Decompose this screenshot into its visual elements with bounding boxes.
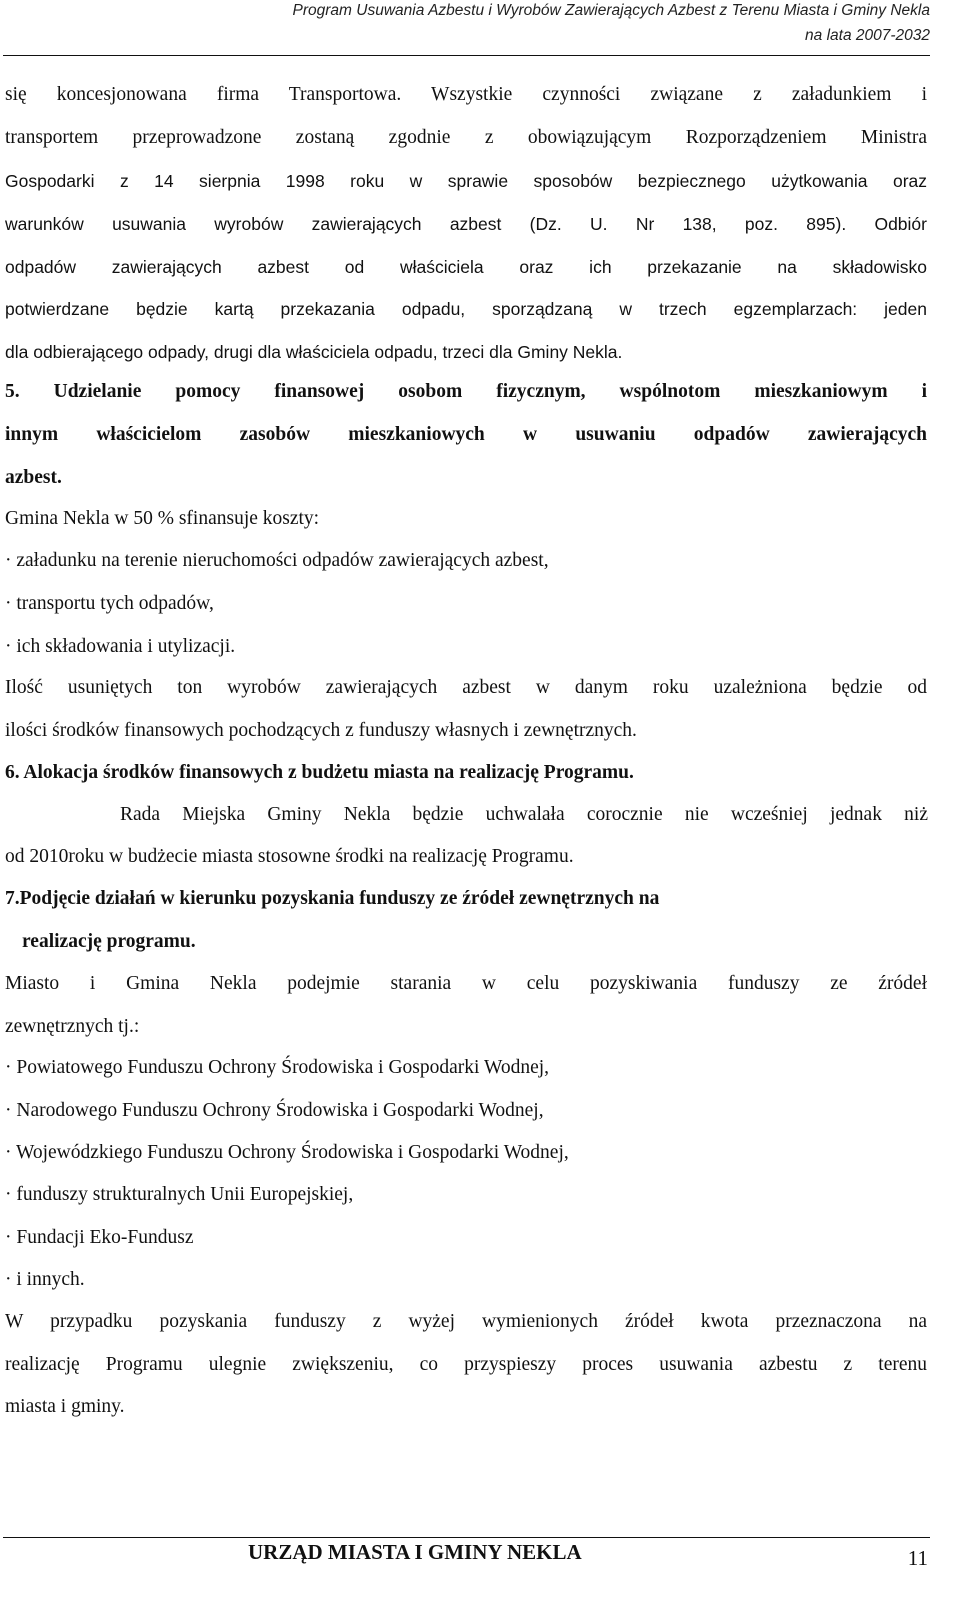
list-item: · ich składowania i utylizacji. <box>5 636 236 657</box>
list-item: · załadunku na terenie nieruchomości odpadów zawierających azbest, <box>5 550 549 571</box>
list-item: · Powiatowego Funduszu Ochrony Środowiska i Gospodarki Wodnej, <box>5 1057 550 1078</box>
section-heading-7: realizację programu. <box>22 931 196 952</box>
paragraph-line: miasta i gminy. <box>5 1396 125 1417</box>
paragraph-line: potwierdzane będzie kartą przekazania odpadu, sporządzaną w trzech egzemplarzach: jeden <box>5 299 927 319</box>
paragraph-line: Gospodarki z 14 sierpnia 1998 roku w sprawie sposobów bezpiecznego użytkowania oraz <box>5 171 927 191</box>
footer-office-name: URZĄD MIASTA I GMINY NEKLA <box>248 1540 582 1564</box>
paragraph-line: zewnętrznych tj.: <box>5 1016 140 1037</box>
section-heading-5: azbest. <box>5 467 62 488</box>
running-header-title: Program Usuwania Azbestu i Wyrobów Zawierających Azbest z Terenu Miasta i Gminy Nekla <box>292 2 930 19</box>
paragraph-line: się koncesjonowana firma Transportowa. Wszystkie czynności związane z załadunkiem i <box>5 84 927 105</box>
list-item: · Narodowego Funduszu Ochrony Środowiska i Gospodarki Wodnej, <box>5 1100 544 1121</box>
section-heading-5: 5. Udzielanie pomocy finansowej osobom fizycznym, wspólnotom mieszkaniowym i <box>5 381 927 402</box>
paragraph-line: dla odbierającego odpady, drugi dla właściciela odpadu, trzeci dla Gminy Nekla. <box>5 342 623 362</box>
section-heading-6: 6. Alokacja środków finansowych z budżetu miasta na realizację Programu. <box>5 762 634 783</box>
footer-divider <box>3 1537 930 1538</box>
paragraph-line: transportem przeprowadzone zostaną zgodnie z obowiązującym Rozporządzeniem Ministra <box>5 127 927 148</box>
running-header-years: na lata 2007-2032 <box>805 27 930 44</box>
page-number: 11 <box>907 1546 928 1570</box>
header-divider <box>3 55 930 56</box>
paragraph-line: W przypadku pozyskania funduszy z wyżej wymienionych źródeł kwota przeznaczona na <box>5 1311 927 1332</box>
list-item: · Fundacji Eko-Fundusz <box>5 1227 194 1248</box>
paragraph-line: Ilość usuniętych ton wyrobów zawierających azbest w danym roku uzależniona będzie od <box>5 677 927 698</box>
list-item: · funduszy strukturalnych Unii Europejskiej, <box>5 1184 354 1205</box>
list-item: · Wojewódzkiego Funduszu Ochrony Środowiska i Gospodarki Wodnej, <box>5 1142 569 1163</box>
paragraph-line: odpadów zawierających azbest od właściciela oraz ich przekazanie na składowisko <box>5 257 927 277</box>
section-heading-5: innym właścicielom zasobów mieszkaniowych w usuwaniu odpadów zawierających <box>5 424 927 445</box>
paragraph-line: Miasto i Gmina Nekla podejmie starania w celu pozyskiwania funduszy ze źródeł <box>5 973 927 994</box>
list-item: · transportu tych odpadów, <box>5 593 214 614</box>
list-item: · i innych. <box>5 1269 85 1290</box>
paragraph-line: ilości środków finansowych pochodzących z funduszy własnych i zewnętrznych. <box>5 720 637 741</box>
paragraph-line: Rada Miejska Gminy Nekla będzie uchwalała corocznie nie wcześniej jednak niż <box>120 804 928 825</box>
paragraph-line: realizację Programu ulegnie zwiększeniu, co przyspieszy proces usuwania azbestu z terenu <box>5 1354 927 1375</box>
section-heading-7: 7.Podjęcie działań w kierunku pozyskania funduszy ze źródeł zewnętrznych na <box>5 888 660 909</box>
paragraph-line: od 2010roku w budżecie miasta stosowne środki na realizację Programu. <box>5 846 574 867</box>
paragraph-line: Gmina Nekla w 50 % sfinansuje koszty: <box>5 508 320 529</box>
paragraph-line: warunków usuwania wyrobów zawierających azbest (Dz. U. Nr 138, poz. 895). Odbiór <box>5 214 927 234</box>
